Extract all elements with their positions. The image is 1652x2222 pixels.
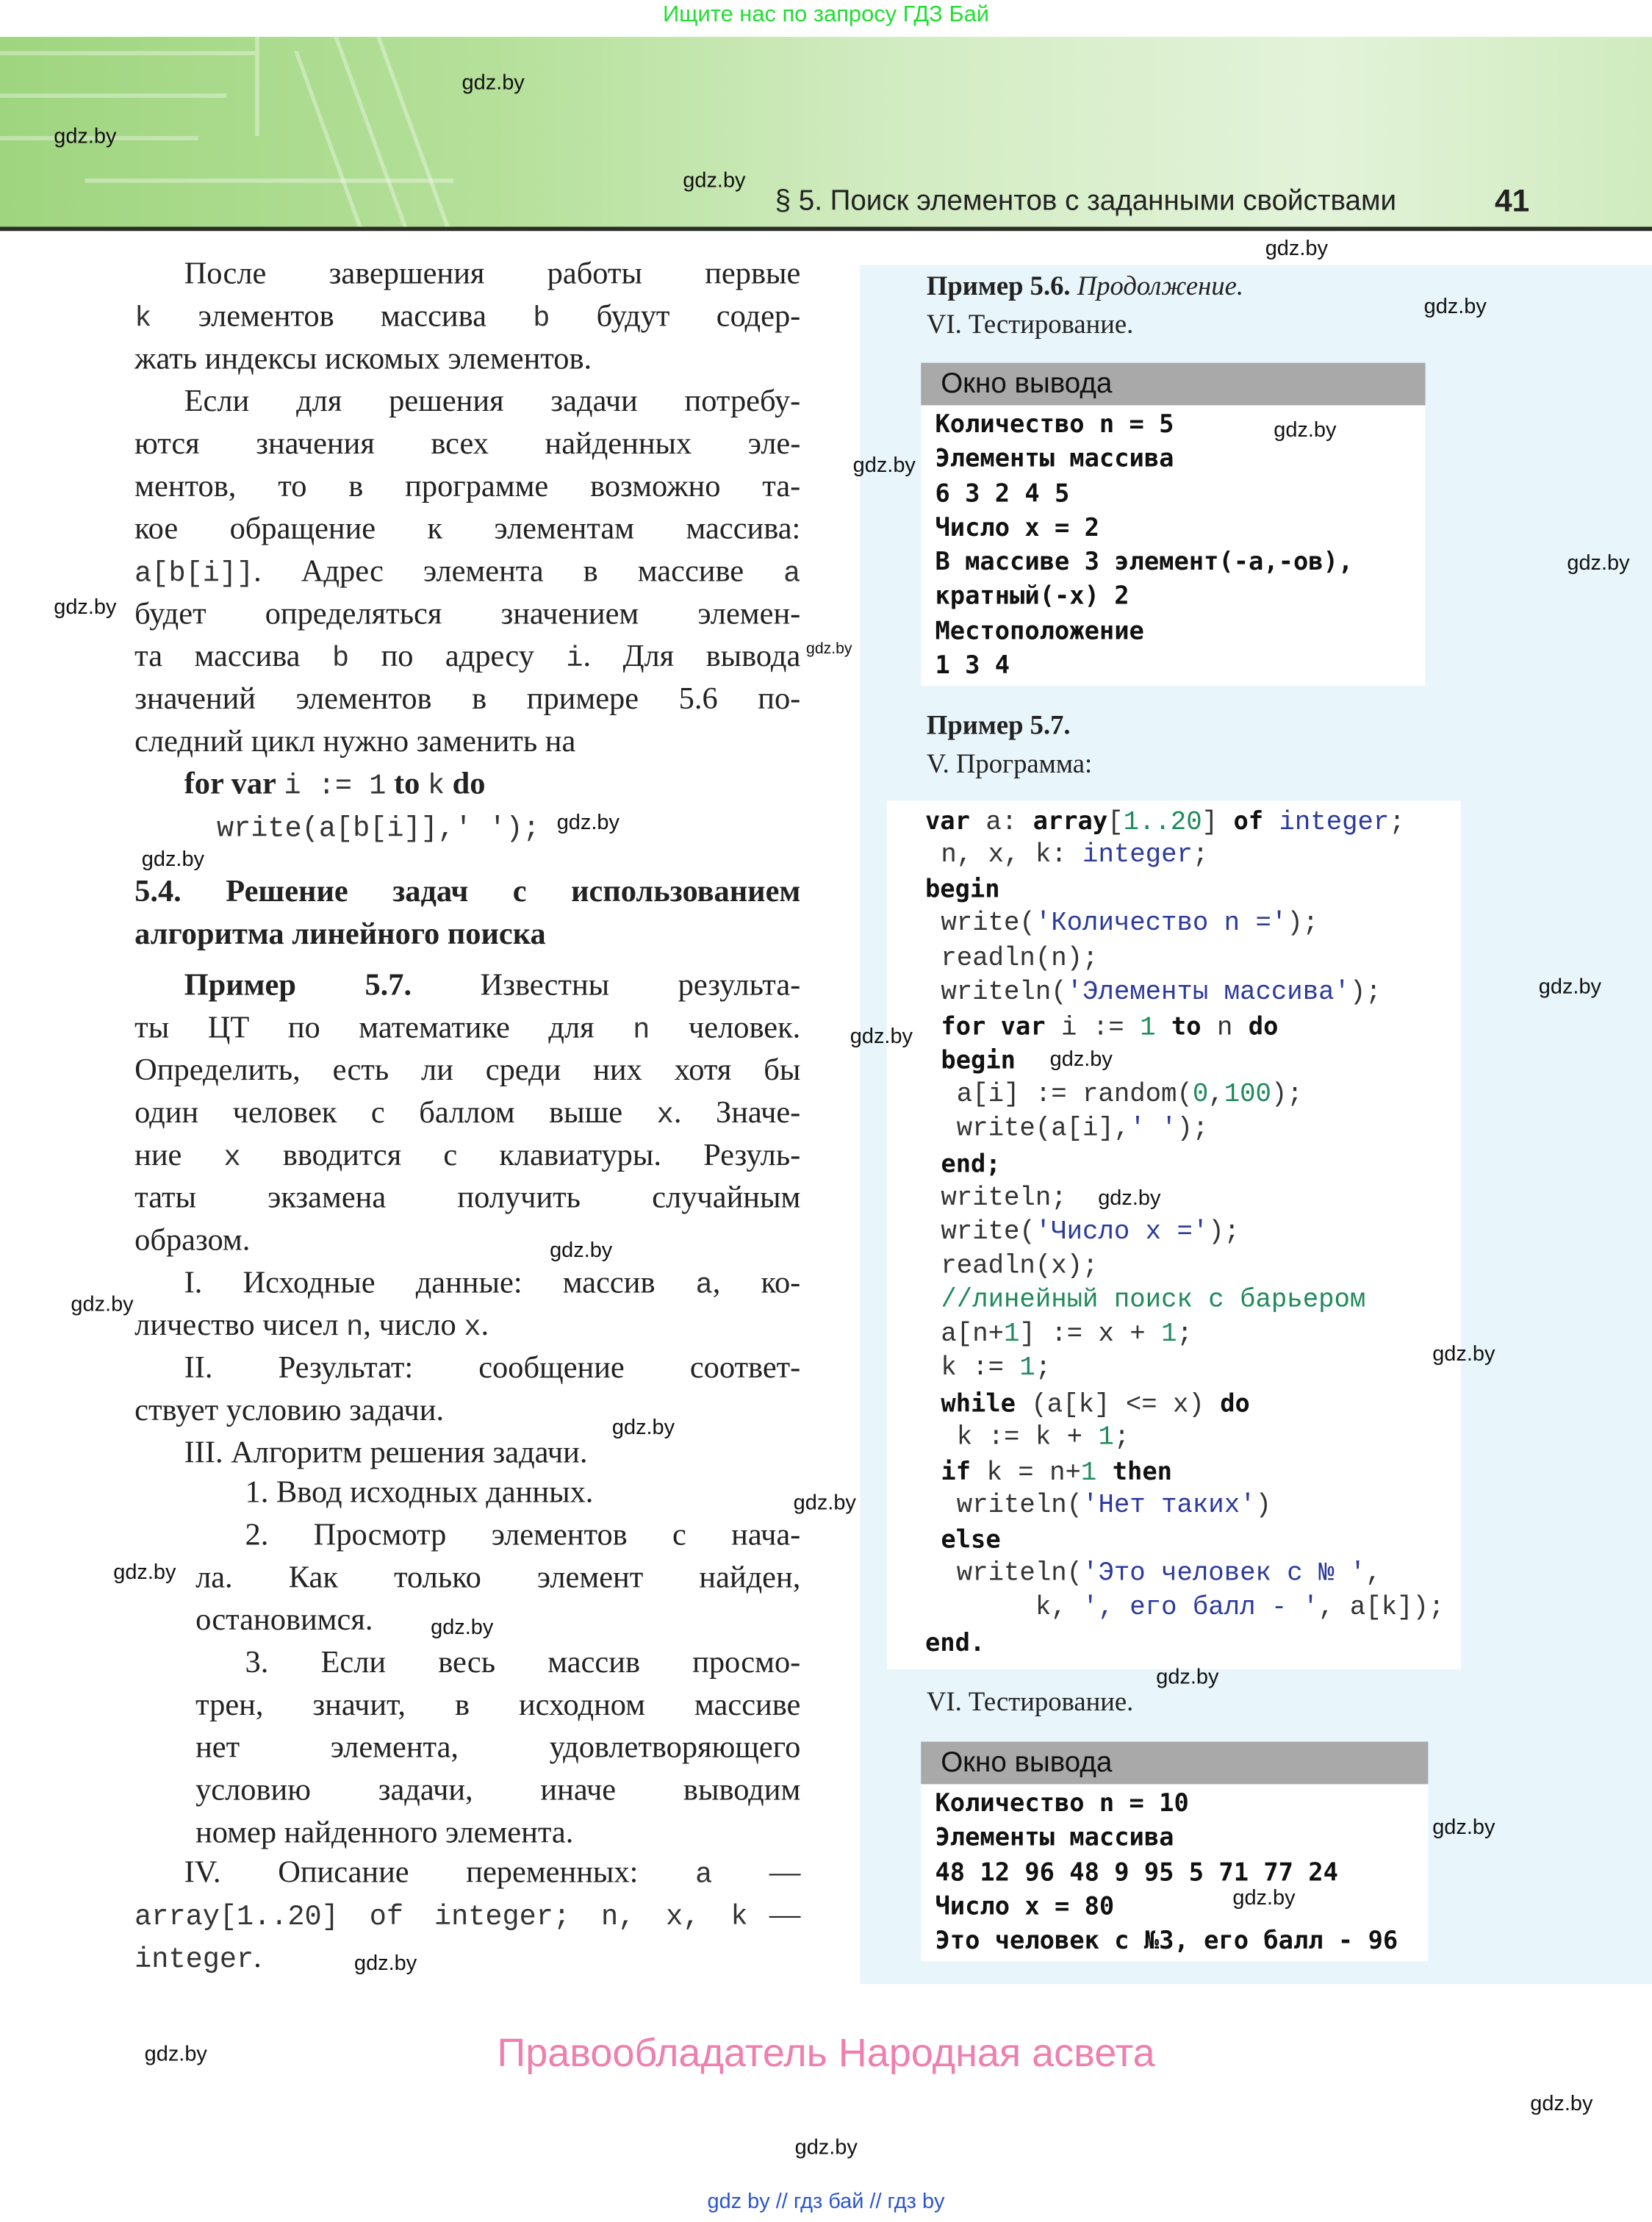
text-line	[134, 1388, 444, 1431]
keyword: array	[1032, 807, 1108, 836]
text-line	[134, 1219, 250, 1261]
code-line	[925, 1284, 1365, 1318]
code-line	[925, 1592, 1444, 1626]
text-line	[134, 337, 592, 380]
page-number: 41	[1495, 182, 1530, 218]
code-text: ,	[1208, 1080, 1224, 1110]
output-line: 48 12 96 48 9 95 5 71 77 24	[935, 1858, 1338, 1888]
output-line: Элементы массива	[935, 1824, 1174, 1853]
watermark: gdz.by	[852, 453, 916, 478]
code-text	[925, 1458, 941, 1488]
text-run: условию задачи, иначе выводим	[195, 1771, 801, 1807]
keyword: end.	[924, 1629, 985, 1657]
keyword: to	[1171, 1013, 1202, 1042]
text-run: . Для вывода	[583, 637, 801, 673]
text-line	[134, 1006, 800, 1053]
text-line	[245, 1471, 594, 1513]
watermark: gdz.by	[1530, 2091, 1593, 2116]
keyword: begin	[924, 876, 1000, 905]
text-run: номер найденного элемента.	[195, 1813, 574, 1850]
code-text: , a[k]);	[1318, 1593, 1445, 1624]
text-line	[245, 1513, 801, 1556]
output-window-title: Окно вывода	[921, 363, 1425, 406]
text-line	[184, 762, 486, 809]
keyword: then	[1112, 1458, 1172, 1487]
keyword: begin	[941, 1047, 1016, 1076]
text-run: .	[481, 1306, 489, 1342]
code-text: write(a[i],	[924, 1114, 1130, 1144]
code-text: ;	[1177, 1319, 1193, 1350]
example-title: Пример 5.6.	[926, 272, 1071, 302]
watermark: gdz.by	[1274, 417, 1337, 442]
number-literal: 0	[1192, 1080, 1209, 1110]
text-line	[184, 1851, 801, 1898]
code-text: ;	[1389, 807, 1405, 838]
watermark: gdz.by	[1049, 1047, 1113, 1072]
example-5-7-heading: Пример 5.7.	[926, 711, 1071, 742]
inline-code: a[b[i]]	[134, 558, 254, 591]
string-literal: 'Количество n ='	[1035, 908, 1288, 939]
text-run: После завершения работы первые	[184, 255, 801, 291]
keyword: for var	[941, 1013, 1046, 1042]
text-line	[195, 1768, 800, 1811]
code-line	[925, 805, 1405, 840]
watermark: gdz.by	[144, 2042, 207, 2067]
watermark: gdz.by	[683, 168, 746, 193]
text-run: та массива	[134, 637, 332, 673]
code-line	[925, 908, 1318, 942]
code-line	[925, 1421, 1130, 1455]
inline-code: a	[695, 1269, 713, 1302]
text-run: ла. Как только элемент найден,	[195, 1558, 801, 1594]
inline-code: k	[134, 303, 152, 336]
code-text: write(	[924, 1216, 1035, 1247]
number-literal: 1	[1019, 1353, 1035, 1384]
keyword: do	[1248, 1013, 1279, 1042]
bold-text: Пример 5.7.	[184, 966, 412, 1003]
code-line	[925, 1147, 1001, 1183]
watermark: gdz.by	[462, 71, 525, 96]
text-run: Определить, есть ли среди них хотя бы	[134, 1051, 801, 1087]
watermark: gdz.by	[806, 640, 852, 658]
testing-label-2: VI. Тестирование.	[926, 1688, 1134, 1718]
string-literal: integer	[1263, 807, 1390, 838]
text-run: ние	[134, 1136, 224, 1172]
code-line	[925, 839, 1208, 873]
code-text: writeln(	[924, 1559, 1083, 1589]
string-literal: integer	[1082, 840, 1193, 871]
text-line	[184, 1431, 588, 1474]
text-line	[184, 1347, 801, 1389]
text-line	[134, 678, 800, 720]
keyword: if	[941, 1458, 972, 1487]
string-literal: 'Число x ='	[1035, 1216, 1209, 1247]
code-text: a[n+	[924, 1319, 1005, 1350]
watermark: gdz.by	[550, 1239, 613, 1263]
code-text: readln(x);	[924, 1251, 1099, 1281]
text-run: вводится с клавиатуры. Резуль-	[240, 1136, 801, 1172]
inline-code: n	[346, 1312, 364, 1345]
text-run: I. Исходные данные: массив	[184, 1264, 696, 1300]
text-run: личество чисел	[134, 1306, 347, 1342]
inline-code: a	[695, 1859, 713, 1892]
text-line	[134, 1893, 800, 1940]
output-line: Количество n = 5	[935, 411, 1174, 440]
string-literal: ', его балл - '	[1082, 1593, 1319, 1624]
code-line	[925, 1455, 1172, 1491]
code-text: );	[1287, 908, 1319, 939]
code-text: i :=	[1045, 1013, 1141, 1043]
inline-code: i := 1	[284, 770, 387, 804]
text-line	[134, 295, 800, 342]
text-line	[134, 1049, 800, 1092]
code-text: ;	[1113, 1422, 1130, 1452]
copyright-notice: Правообладатель Народная асвета	[497, 2030, 1155, 2075]
text-run: 1. Ввод исходных данных.	[245, 1474, 594, 1510]
number-literal: 1	[1080, 1458, 1097, 1488]
code-text: [	[1107, 807, 1124, 838]
code-text: writeln;	[924, 1183, 1067, 1213]
text-run: по адресу	[349, 637, 567, 673]
number-literal: 1..20	[1123, 807, 1202, 838]
code-text: write(	[924, 908, 1035, 939]
keyword: do	[1220, 1389, 1250, 1419]
code-text: readln(n);	[924, 943, 1099, 973]
inline-code: x	[656, 1100, 674, 1133]
watermark: gdz.by	[141, 847, 205, 872]
code-text: );	[1208, 1216, 1240, 1247]
string-literal: 'Нет таких'	[1082, 1491, 1256, 1521]
watermark: gdz.by	[1098, 1186, 1161, 1211]
code-line	[925, 1489, 1271, 1523]
code-text: );	[1271, 1080, 1303, 1110]
output-line: Местоположение	[935, 617, 1144, 646]
number-literal: 1	[1140, 1013, 1156, 1043]
text-line	[195, 1599, 373, 1641]
watermark: gdz.by	[1567, 551, 1630, 576]
text-line	[134, 423, 800, 465]
testing-label: VI. Тестирование.	[926, 310, 1134, 340]
text-line	[184, 252, 801, 295]
example-subtitle: Продолжение.	[1077, 272, 1244, 302]
watermark: gdz.by	[113, 1560, 176, 1585]
output-line: Число x = 80	[935, 1893, 1115, 1922]
text-run: Если для решения задачи потребу-	[184, 382, 801, 418]
text-line	[134, 465, 800, 507]
code-text: k,	[924, 1593, 1083, 1624]
number-literal: 1	[1004, 1319, 1020, 1350]
code-line	[925, 1352, 1051, 1386]
text-line	[195, 1683, 800, 1726]
text-line	[184, 1261, 801, 1308]
text-run: .	[254, 1938, 262, 1974]
bold-text: to	[393, 765, 420, 801]
inline-code: n	[633, 1014, 650, 1047]
bold-text: do	[452, 765, 486, 801]
text-line	[134, 1176, 800, 1219]
comment: //линейный поиск с барьером	[941, 1285, 1366, 1316]
code-line	[925, 1319, 1193, 1352]
text-run: III. Алгоритм решения задачи.	[184, 1434, 588, 1470]
text-line	[134, 1133, 800, 1180]
bold-text: алгоритма линейного поиска	[134, 915, 546, 951]
keyword: of	[1233, 807, 1264, 836]
code-text	[925, 1389, 941, 1419]
number-literal: 1	[1098, 1422, 1114, 1452]
text-line	[184, 380, 801, 423]
text-run: , ко-	[712, 1264, 801, 1300]
inline-code: i	[566, 643, 583, 676]
code-line	[925, 1524, 1001, 1559]
code-text: k :=	[924, 1353, 1020, 1384]
code-text: k := k +	[924, 1422, 1099, 1452]
output-line: Количество n = 10	[935, 1790, 1189, 1818]
text-run	[420, 765, 428, 800]
search-hint: Ищите нас по запросу ГДЗ Бай	[663, 2, 990, 27]
program-label: V. Программа:	[926, 749, 1093, 780]
text-run: образом.	[134, 1221, 251, 1258]
code-line	[925, 1250, 1098, 1283]
text-run: нет элемента, удовлетворяющего	[195, 1729, 801, 1765]
keyword: end;	[941, 1150, 1001, 1179]
watermark: gdz.by	[71, 1292, 134, 1317]
inline-code: write(a[b[i]],' ');	[216, 813, 540, 847]
text-run: 2. Просмотр элементов с нача-	[245, 1516, 801, 1552]
watermark: gdz.by	[556, 810, 620, 835]
text-run: таты экзамена получить случайным	[134, 1179, 801, 1215]
text-run: IV. Описание переменных:	[184, 1853, 696, 1890]
code-text: n, x, k:	[924, 840, 1083, 871]
text-line	[134, 870, 800, 913]
text-line	[195, 1726, 800, 1768]
code-text: );	[1349, 977, 1382, 1008]
text-run: , число	[363, 1306, 464, 1342]
output-line: кратный(-х) 2	[935, 583, 1130, 612]
text-run: трен, значит, в исходном массиве	[195, 1686, 801, 1722]
output-window-1	[921, 363, 1425, 687]
code-text	[1096, 1458, 1112, 1488]
watermark: gdz.by	[1232, 1886, 1296, 1910]
inline-code: k	[427, 770, 445, 804]
site-footer-link[interactable]: gdz by // гдз бай // гдз by	[707, 2189, 945, 2214]
text-run: кое обращение к элементам массива:	[134, 510, 801, 546]
text-run: II. Результат: сообщение соответ-	[184, 1349, 801, 1385]
output-window-title: Окно вывода	[921, 1742, 1428, 1785]
text-run: 3. Если весь массив просмо-	[245, 1644, 801, 1680]
watermark: gdz.by	[850, 1024, 913, 1049]
number-literal: 1	[1161, 1319, 1177, 1350]
code-text: ;	[1192, 840, 1209, 871]
code-text: a:	[969, 807, 1033, 838]
text-run: значений элементов в примере 5.6 по-	[134, 680, 801, 716]
watermark: gdz.by	[793, 1491, 856, 1516]
keyword: var	[924, 807, 970, 836]
code-text: ]	[1202, 807, 1234, 838]
code-line	[925, 1113, 1208, 1147]
bold-text: for var	[184, 765, 276, 801]
code-text: (a[k] <= x)	[1015, 1389, 1221, 1419]
text-line	[217, 805, 540, 852]
inline-code: x	[464, 1312, 481, 1345]
code-text: ] := x +	[1019, 1319, 1162, 1350]
watermark: gdz.by	[1423, 295, 1487, 319]
text-run: ментов, то в программе возможно та-	[134, 467, 801, 503]
text-line	[195, 1811, 573, 1854]
output-line: Число x = 2	[935, 514, 1099, 543]
code-listing	[887, 800, 1461, 1669]
watermark: gdz.by	[354, 1951, 417, 1976]
code-text: )	[1255, 1491, 1271, 1521]
watermark: gdz.by	[1432, 1815, 1495, 1840]
text-run: следний цикл нужно заменить на	[134, 723, 576, 759]
output-line: 6 3 2 4 5	[935, 479, 1070, 509]
output-line: 1 3 4	[935, 652, 1010, 681]
keyword: else	[941, 1526, 1001, 1555]
text-line	[134, 1304, 489, 1351]
code-text: n	[1201, 1013, 1249, 1043]
example-5-6-heading	[927, 272, 1243, 303]
inline-code: x	[223, 1142, 241, 1175]
text-line	[134, 592, 800, 635]
inline-code: a	[783, 558, 801, 591]
text-run: человек.	[650, 1008, 801, 1044]
text-run: ты ЦТ по математике для	[134, 1008, 633, 1044]
code-line	[925, 1010, 1278, 1045]
code-text	[925, 1047, 941, 1077]
code-text: ,	[1365, 1559, 1382, 1589]
watermark: gdz.by	[1432, 1341, 1495, 1366]
code-line	[925, 1216, 1240, 1250]
running-head: § 5. Поиск элементов с заданными свойствами	[775, 185, 1397, 217]
text-run: будут содер-	[550, 297, 801, 334]
text-line	[195, 1556, 800, 1599]
watermark: gdz.by	[794, 2135, 858, 2160]
text-line	[134, 550, 800, 597]
code-text: writeln(	[924, 977, 1067, 1008]
code-line	[925, 1044, 1016, 1080]
text-run	[386, 765, 394, 800]
text-run: ются значения всех найденных эле-	[134, 425, 801, 461]
text-line	[245, 1641, 801, 1684]
code-line	[925, 873, 1000, 908]
bold-text: 5.4. Решение задач с использованием	[134, 872, 801, 908]
watermark: gdz.by	[54, 595, 117, 620]
code-text: writeln(	[924, 1491, 1083, 1521]
watermark: gdz.by	[1265, 236, 1328, 261]
text-run: —	[712, 1853, 801, 1890]
text-run: будет определяться значением элемен-	[134, 595, 801, 631]
text-run: Известны результа-	[412, 966, 801, 1003]
watermark: gdz.by	[431, 1615, 494, 1640]
inline-code: integer	[134, 1944, 254, 1977]
string-literal: 'Это человек с № '	[1082, 1559, 1366, 1589]
text-line	[134, 1936, 262, 1983]
text-run: . Значе-	[673, 1094, 801, 1130]
output-line: Это человек с №3, его балл - 96	[935, 1927, 1398, 1957]
inline-code: array[1..20] of integer; n, x, k	[134, 1902, 748, 1935]
code-line	[925, 1558, 1382, 1591]
text-line	[134, 720, 575, 762]
code-text: a[i] := random(	[924, 1080, 1193, 1110]
text-run: остановимся.	[195, 1601, 373, 1637]
code-line	[925, 942, 1098, 975]
text-run: —	[747, 1896, 801, 1932]
watermark: gdz.by	[1156, 1665, 1219, 1690]
output-window-2	[921, 1742, 1428, 1962]
watermark: gdz.by	[611, 1416, 675, 1440]
code-line	[925, 1387, 1250, 1422]
string-literal: 'Элементы массива'	[1066, 977, 1350, 1008]
watermark: gdz.by	[54, 124, 117, 149]
code-line	[925, 976, 1382, 1010]
text-run: один человек с баллом выше	[134, 1094, 657, 1130]
code-text	[925, 1013, 941, 1042]
keyword: while	[941, 1389, 1016, 1419]
output-line: В массиве 3 элемент(-а,-ов),	[935, 548, 1354, 578]
code-text	[925, 1286, 941, 1315]
code-line	[925, 1181, 1067, 1215]
number-literal: 100	[1224, 1080, 1271, 1110]
code-text: );	[1177, 1114, 1209, 1144]
code-text	[1155, 1013, 1171, 1042]
watermark: gdz.by	[1538, 975, 1602, 1000]
inline-code: b	[331, 643, 350, 676]
inline-code: b	[533, 303, 550, 336]
code-line	[925, 1079, 1303, 1113]
text-line	[134, 507, 800, 550]
text-run: ствует условию задачи.	[134, 1391, 445, 1427]
text-run: жать индексы искомых элементов.	[134, 340, 592, 376]
string-literal: ' '	[1130, 1114, 1177, 1144]
text-line	[134, 1092, 800, 1139]
code-text: k = n+	[971, 1458, 1081, 1488]
output-line: Элементы массива	[935, 445, 1174, 474]
code-line	[925, 1627, 985, 1662]
code-text: ;	[1035, 1353, 1052, 1384]
code-text	[925, 1150, 941, 1180]
text-run: элементов массива	[151, 297, 534, 334]
text-line	[134, 635, 800, 682]
text-run: . Адрес элемента в массиве	[254, 552, 784, 589]
code-text	[925, 1527, 941, 1556]
text-line	[184, 964, 801, 1006]
text-line	[134, 913, 546, 956]
